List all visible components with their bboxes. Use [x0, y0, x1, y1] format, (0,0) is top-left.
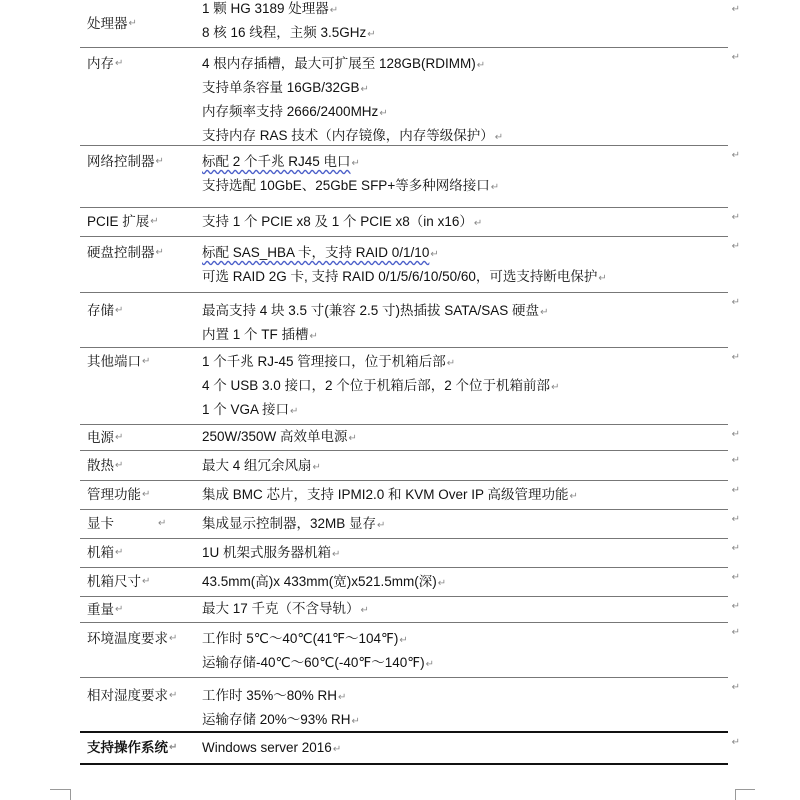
spec-value-line: 支持选配 10GbE、25GbE SFP+等多种网络接口↵: [202, 178, 500, 193]
spec-value-line: 1 颗 HG 3189 处理器↵: [202, 1, 339, 16]
spec-row-power: [80, 425, 740, 451]
spec-row-other-ports: [80, 348, 740, 425]
spec-value-line: 4 根内存插槽，最大可扩展至 128GB(RDIMM)↵: [202, 56, 486, 71]
spec-row-weight: [80, 597, 740, 623]
spec-value: [202, 684, 728, 731]
spec-value-line: 集成显示控制器，32MB 显存↵: [202, 516, 386, 531]
spec-row-cpu: [80, 0, 740, 48]
spec-label: 网络控制器 ↵: [87, 154, 164, 169]
spec-value: [202, 568, 728, 596]
spec-value-line: 1 个千兆 RJ-45 管理接口，位于机箱后部↵: [202, 354, 456, 369]
spec-row-temperature: [80, 623, 740, 678]
spec-value-line: 集成 BMC 芯片，支持 IPMI2.0 和 KVM Over IP 高级管理功能↵: [202, 487, 578, 502]
spec-value-line: 支持单条容量 16GB/32GB↵: [202, 80, 369, 95]
spec-value: [202, 425, 728, 450]
spec-row-memory: [80, 48, 740, 146]
spec-value-line: 43.5mm(高)x 433mm(宽)x521.5mm(深)↵: [202, 574, 447, 589]
spec-row-network: [80, 146, 740, 208]
spec-label: 电源 ↵: [87, 429, 124, 445]
spec-row-humidity: [80, 678, 740, 733]
spec-row-storage: [80, 293, 740, 348]
row-end-mark: ↵: [731, 150, 740, 161]
spec-value-line: 标配 SAS_HBA 卡，支持 RAID 0/1/10↵: [202, 245, 439, 260]
spec-label: 其他端口 ↵: [87, 354, 151, 369]
spec-value: [202, 241, 728, 292]
spec-row-disk-controller: [80, 237, 740, 293]
page-corner-mark: [735, 789, 736, 800]
spec-row-dimensions: [80, 568, 740, 597]
row-end-mark: ↵: [731, 601, 740, 612]
spec-label: 机箱 ↵: [87, 545, 124, 560]
spec-value: [202, 481, 728, 509]
spec-value: [202, 208, 728, 236]
spec-value: [202, 597, 728, 622]
spec-label: 机箱尺寸 ↵: [87, 574, 151, 589]
spec-label: 硬盘控制器 ↵: [87, 245, 164, 260]
spec-row-chassis: [80, 539, 740, 568]
row-end-mark: ↵: [731, 737, 740, 748]
spec-label: PCIE 扩展 ↵: [87, 214, 159, 229]
spec-value-line: 250W/350W 高效单电源↵: [202, 429, 357, 444]
row-end-mark: ↵: [731, 543, 740, 554]
spec-row-pcie: [80, 208, 740, 237]
spec-row-os: [80, 733, 740, 765]
spec-label: 内存 ↵: [87, 56, 124, 71]
spec-label: 存储 ↵: [87, 303, 124, 318]
spec-value-line: 工作时 5℃～40℃(41℉～104℉)↵: [202, 631, 408, 646]
spec-value-line: 最高支持 4 块 3.5 寸(兼容 2.5 寸)热插拔 SATA/SAS 硬盘↵: [202, 303, 549, 318]
spec-value-line: 支持内存 RAS 技术（内存镜像，内存等级保护）↵: [202, 128, 504, 143]
row-end-mark: ↵: [731, 52, 740, 63]
spec-value-line: 最大 17 千克（不含导轨）↵: [202, 601, 369, 616]
row-end-mark: ↵: [731, 455, 740, 466]
spec-value-line: 支持 1 个 PCIE x8 及 1 个 PCIE x8（in x16）↵: [202, 214, 483, 229]
spec-row-management: [80, 481, 740, 510]
spec-value: [202, 733, 728, 763]
spec-value: [202, 150, 728, 207]
row-end-mark: ↵: [731, 627, 740, 638]
row-end-mark: ↵: [731, 297, 740, 308]
spec-label: 重量 ↵: [87, 601, 124, 617]
spec-value-line: 最大 4 组冗余风扇↵: [202, 458, 321, 473]
spec-value-line: 可选 RAID 2G 卡, 支持 RAID 0/1/5/6/10/50/60，可选支持断电保护↵: [202, 269, 607, 284]
spec-value: [202, 627, 728, 677]
row-end-mark: ↵: [731, 682, 740, 693]
spec-value-line: 标配 2 个千兆 RJ45 电口↵: [202, 154, 360, 169]
page-corner-mark: [735, 789, 755, 790]
spec-value: [202, 350, 728, 424]
spec-label: 支持操作系统 ↵: [87, 740, 178, 755]
spec-value-line: 1U 机架式服务器机箱↵: [202, 545, 341, 560]
spec-value: [202, 52, 728, 145]
spec-label: 显卡 ↵: [87, 516, 167, 531]
row-end-mark: ↵: [731, 241, 740, 252]
spec-value: [202, 0, 728, 47]
spec-table: [80, 0, 740, 765]
row-end-mark: ↵: [731, 429, 740, 440]
spec-value-line: 1 个 VGA 接口↵: [202, 402, 299, 417]
spec-value: [202, 510, 728, 538]
row-end-mark: ↵: [731, 572, 740, 583]
spec-value-line: Windows server 2016↵: [202, 740, 342, 755]
row-end-mark: ↵: [731, 514, 740, 525]
spec-value-line: 运输存储-40℃～60℃(-40℉～140℉)↵: [202, 655, 434, 670]
spec-value-line: 4 个 USB 3.0 接口，2 个位于机箱后部，2 个位于机箱前部↵: [202, 378, 560, 393]
page-corner-mark: [70, 789, 71, 800]
row-end-mark: ↵: [731, 485, 740, 496]
row-end-mark: ↵: [731, 4, 740, 15]
row-end-mark: ↵: [731, 352, 740, 363]
spec-value: [202, 539, 728, 567]
row-end-mark: ↵: [731, 212, 740, 223]
spec-label: 环境温度要求 ↵: [87, 631, 178, 646]
spec-value-line: 内存频率支持 2666/2400MHz↵: [202, 104, 388, 119]
spec-value-line: 8 核 16 线程，主频 3.5GHz↵: [202, 25, 376, 40]
spec-value-line: 运输存储 20%～93% RH↵: [202, 712, 360, 727]
spec-value: [202, 451, 728, 480]
spec-label: 散热 ↵: [87, 457, 124, 473]
spec-label: 管理功能 ↵: [87, 487, 151, 502]
spec-value-line: 工作时 35%～80% RH↵: [202, 688, 347, 703]
spec-label: 处理器 ↵: [87, 15, 137, 31]
spec-value: [202, 299, 728, 347]
spec-row-cooling: [80, 451, 740, 481]
spec-label: 相对湿度要求 ↵: [87, 688, 178, 703]
spec-row-graphics: [80, 510, 740, 539]
page-corner-mark: [50, 789, 70, 790]
spec-value-line: 内置 1 个 TF 插槽↵: [202, 327, 318, 342]
